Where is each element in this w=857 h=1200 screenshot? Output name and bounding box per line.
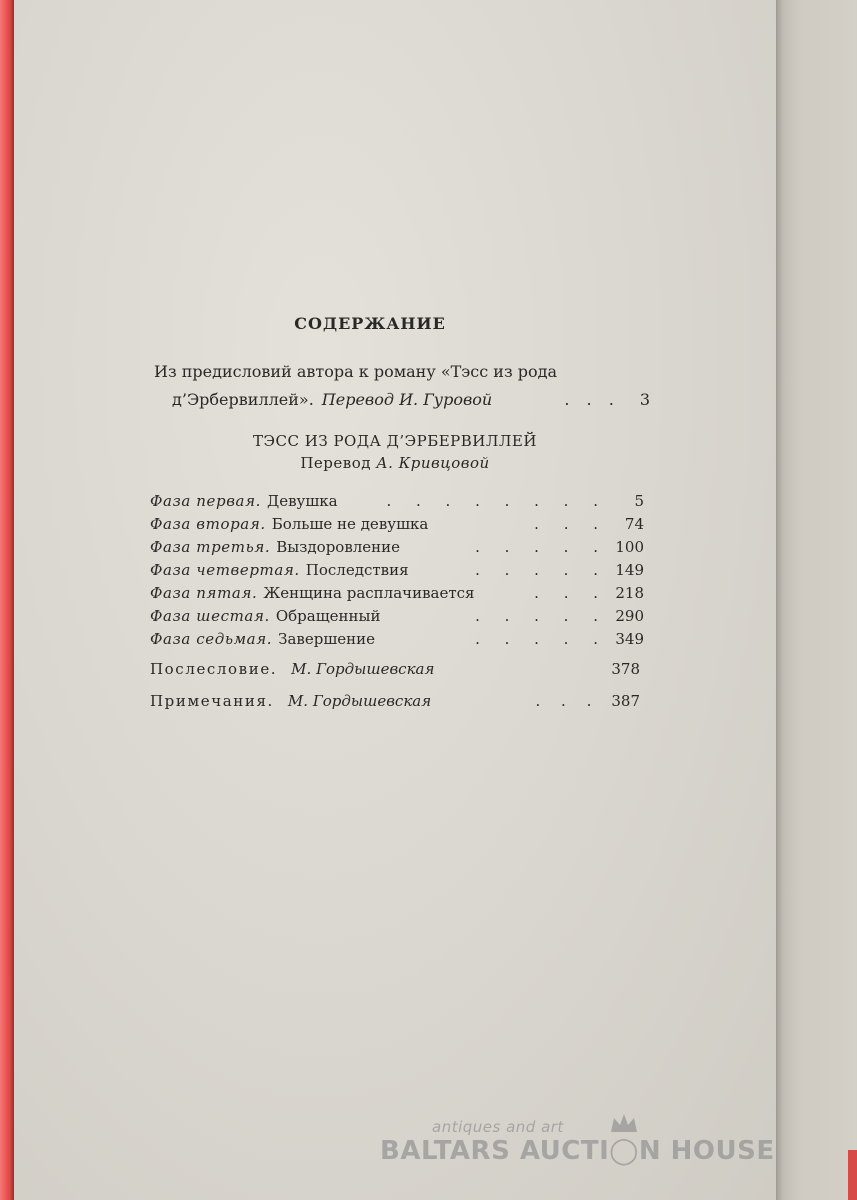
phase-label: Фаза седьмая. — [150, 630, 273, 648]
phase-title: Женщина расплачивается — [263, 584, 475, 602]
phase-label: Фаза четвертая. — [150, 561, 300, 579]
leader-dots: . . . — [534, 515, 608, 533]
preface-page: 3 — [639, 390, 650, 409]
toc-heading: СОДЕРЖАНИЕ — [294, 314, 446, 333]
toc-entry-afterword — [150, 660, 640, 678]
phase-label: Фаза вторая. — [150, 515, 266, 533]
phase-page: 5 — [634, 492, 644, 510]
leader-dots: . . . . . — [475, 561, 608, 579]
phase-label: Фаза шестая. — [150, 607, 270, 625]
phase-title: Последствия — [305, 561, 409, 579]
translator-name: А. Кривцовой — [376, 454, 490, 472]
crown-icon — [609, 1112, 639, 1134]
toc-entry-phase-6 — [150, 605, 644, 628]
phase-page: 349 — [615, 630, 644, 648]
toc-entry-phase-3 — [150, 536, 644, 559]
novel-translator — [150, 452, 640, 474]
phase-page: 290 — [615, 607, 644, 625]
phase-label: Фаза третья. — [150, 538, 271, 556]
afterword-page: 378 — [611, 660, 640, 678]
toc-entry-phase-2 — [150, 513, 644, 536]
afterword-label: Послесловие. — [150, 660, 278, 678]
table-of-contents — [150, 314, 650, 710]
leader-dots: . . . . . — [475, 538, 608, 556]
section-title — [150, 430, 640, 474]
phase-title: Девушка — [267, 492, 338, 510]
novel-title: ТЭСС ИЗ РОДА Д’ЭРБЕРВИЛЛЕЙ — [253, 432, 537, 450]
adjacent-cover-edge — [848, 1150, 857, 1200]
notes-label: Примечания. — [150, 692, 274, 710]
toc-entry-preface — [154, 358, 650, 414]
notes-author: М. Гордышевская — [287, 692, 432, 710]
leader-dots: . . . . . — [475, 607, 608, 625]
phase-title: Больше не девушка — [271, 515, 429, 533]
phase-title: Завершение — [278, 630, 376, 648]
preface-translator: Перевод И. Гуровой — [321, 390, 493, 409]
phase-page: 218 — [615, 584, 644, 602]
phase-list — [150, 490, 644, 651]
phase-label: Фаза первая. — [150, 492, 261, 510]
notes-dots: . . . — [535, 692, 600, 710]
toc-entry-phase-5 — [150, 582, 644, 605]
toc-entry-notes — [150, 692, 640, 710]
leader-dots: . . . . . . . . — [386, 492, 608, 510]
auction-watermark — [380, 1118, 780, 1178]
preface-title-end: д’Эрбервиллей». — [172, 390, 314, 409]
phase-page: 100 — [615, 538, 644, 556]
preface-title-line1: Из предисловий автора к роману «Тэсс из рода — [154, 362, 558, 381]
phase-title: Обращенный — [275, 607, 381, 625]
phase-title: Выздоровление — [276, 538, 401, 556]
notes-page: 387 — [611, 692, 640, 710]
translator-prefix: Перевод — [300, 454, 371, 472]
preface-title-line2 — [154, 386, 650, 414]
phase-page: 149 — [615, 561, 644, 579]
leader-dots: . . . . . — [475, 630, 608, 648]
afterword-author: М. Гордышевская — [291, 660, 435, 678]
toc-entry-phase-4 — [150, 559, 644, 582]
leader-dots: . . . — [534, 584, 608, 602]
watermark-name: BALTARS AUCTI◯N HOUSE — [380, 1136, 775, 1166]
phase-page: 74 — [624, 515, 644, 533]
toc-entry-phase-7 — [150, 628, 644, 651]
watermark-tagline: antiques and art — [432, 1118, 564, 1136]
toc-entry-phase-1 — [150, 490, 644, 513]
preface-dots: . . . — [564, 390, 620, 409]
phase-label: Фаза пятая. — [150, 584, 258, 602]
adjacent-page — [776, 0, 857, 1200]
